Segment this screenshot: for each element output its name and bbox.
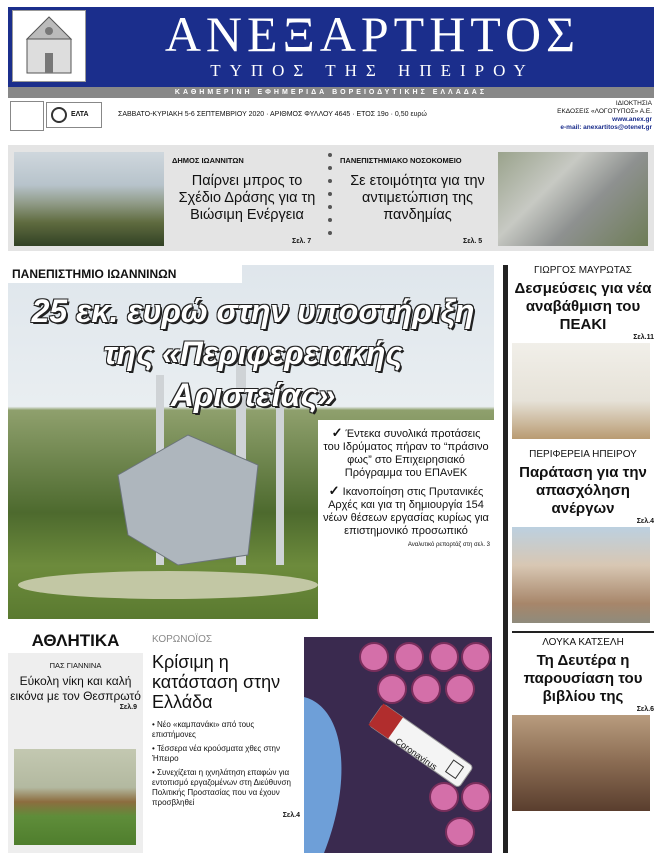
side-story-region[interactable] bbox=[512, 449, 654, 623]
elta-logo-icon bbox=[51, 107, 67, 123]
teaser-page: Σελ. 7 bbox=[292, 238, 312, 245]
covid-kicker: ΚΟΡΩΝΟΪΟΣ bbox=[152, 634, 213, 645]
teaser-page: Σελ. 5 bbox=[463, 238, 483, 245]
sports-kicker: ΠΑΣ ΓΙΑΝΝΙΝΑ bbox=[49, 661, 102, 670]
email-link[interactable]: e-mail: anexartitos@otenet.gr bbox=[560, 124, 652, 131]
covid-bullets bbox=[152, 720, 300, 819]
side-title: Τη Δευτέρα η παρουσίαση του βιβλίου της bbox=[523, 652, 643, 705]
lead-page-ref: Αναλυτικό ρεπορτάζ στη σελ. 3 bbox=[407, 542, 490, 548]
checkmark-icon: ✓ bbox=[328, 483, 340, 498]
side-column bbox=[512, 265, 654, 811]
side-kicker: ΠΕΡΙΦΕΡΕΙΑ ΗΠΕΙΡΟΥ bbox=[529, 449, 637, 460]
checkmark-icon: ✓ bbox=[331, 425, 343, 440]
sports-page: Σελ.9 bbox=[119, 704, 137, 711]
teaser-kicker: ΠΑΝΕΠΙΣΤΗΜΙΑΚΟ ΝΟΣΟΚΟΜΕΙΟ bbox=[340, 156, 462, 165]
column-divider bbox=[503, 265, 508, 853]
covid-bullet: • Νέο «καμπανάκι» από τους επιστήμονες bbox=[152, 720, 255, 739]
covid-bullet: • Συνεχίζεται η ιχνηλάτηση επαφών για εντοπισμό εργαζομένων στη Διεύθυνση Πολιτικής Προστασίας που να έχουν προσβληθεί bbox=[152, 768, 291, 807]
teaser-title: Σε ετοιμότητα για την αντιμετώπιση της πανδημίας bbox=[350, 173, 485, 223]
postage-badge bbox=[10, 101, 44, 131]
lead-headline-line-1: 25 εκ. ευρώ στην υποστήριξη bbox=[31, 293, 475, 329]
hospital-aerial-photo bbox=[498, 152, 648, 246]
lead-headline[interactable] bbox=[18, 290, 488, 416]
owner-line-1: ΙΔΙΟΚΤΗΣΙΑ bbox=[615, 100, 652, 107]
lead-headline-line-2: της «Περιφερειακής Αριστείας» bbox=[103, 335, 403, 413]
side-story-katseli[interactable] bbox=[512, 631, 654, 811]
covid-page: Σελ.4 bbox=[282, 812, 300, 819]
three-men-photo bbox=[512, 343, 650, 439]
tube-label: Coronavirus bbox=[393, 735, 440, 773]
covid-bullet: • Τέσσερα νέα κρούσματα χθες στην Ήπειρο bbox=[152, 744, 280, 763]
masthead-subtitle: ΤΥΠΟΣ ΤΗΣ ΗΠΕΙΡΟΥ bbox=[210, 61, 535, 80]
teaser-hospital[interactable] bbox=[340, 156, 495, 224]
side-kicker: ΛΟΥΚΑ ΚΑΤΣΕΛΗ bbox=[542, 637, 624, 648]
lead-bullets bbox=[318, 420, 494, 619]
dotted-divider bbox=[328, 153, 333, 243]
website-link[interactable]: www.anex.gr bbox=[612, 116, 652, 123]
covid-title[interactable]: Κρίσιμη η κατάσταση στην Ελλάδα bbox=[152, 652, 281, 712]
ownership-info bbox=[528, 100, 652, 132]
teaser-energy[interactable] bbox=[172, 156, 322, 224]
landscape-photo bbox=[14, 152, 164, 246]
owner-line-2: ΕΚΔΟΣΕΙΣ «ΛΟΓΟΤΥΠΟΣ» Α.Ε. bbox=[557, 108, 652, 115]
side-title: Δεσμεύσεις για νέα αναβάθμιση του ΠΕΑΚΙ bbox=[514, 280, 652, 333]
building-photo bbox=[512, 527, 650, 623]
side-title: Παράταση για την απασχόληση ανέργων bbox=[519, 464, 647, 517]
lead-bullet: ✓ Ικανοποίηση στις Πρυτανικές Αρχές και για τη δημιουργία 154 νέων θέσεων εργασίας κυρίως για επιστημονικό προσωπικό bbox=[323, 483, 489, 537]
church-logo bbox=[12, 10, 86, 82]
sports-header: ΑΘΛΗΤΙΚΑ bbox=[8, 629, 143, 653]
test-tubes-photo bbox=[304, 637, 492, 853]
elta-badge bbox=[46, 102, 102, 128]
issue-line: ΣΑΒΒΑΤΟ-ΚΥΡΙΑΚΗ 5-6 ΣΕΠΤΕΜΒΡΙΟΥ 2020 · ΑΡΙΘΜΟΣ ΦΥΛΛΟΥ 4645 · ΕΤΟΣ 19ο · 0,50 ευρώ bbox=[118, 111, 427, 118]
masthead-title: ΑΝΕΞΑΡΤΗΤΟΣ bbox=[164, 6, 581, 62]
lead-bullet: ✓ Έντεκα συνολικά προτάσεις του Ιδρύματος πήραν το “πράσινο φως” στο Επιχειρησιακό Πρόγραμμα του ΕΠΑνΕΚ bbox=[323, 425, 489, 479]
football-photo bbox=[14, 749, 136, 845]
teaser-kicker: ΔΗΜΟΣ ΙΩΑΝΝΙΤΩΝ bbox=[172, 156, 244, 165]
side-page: Σελ.6 bbox=[636, 706, 654, 713]
side-page: Σελ.4 bbox=[636, 518, 654, 525]
masthead-tagline: ΚΑΘΗΜΕΡΙΝΗ ΕΦΗΜΕΡΙΔΑ ΒΟΡΕΙΟΔΥΤΙΚΗΣ ΕΛΛΑΔΑΣ bbox=[8, 87, 654, 98]
side-kicker: ΓΙΩΡΓΟΣ ΜΑΥΡΩΤΑΣ bbox=[534, 265, 632, 276]
woman-portrait-photo bbox=[512, 715, 650, 811]
elta-label: ΕΛΤΑ bbox=[71, 111, 89, 118]
teaser-title: Παίρνει μπρος το Σχέδιο Δράσης για τη Βιώσιμη Ενέργεια bbox=[178, 173, 316, 223]
side-page: Σελ.11 bbox=[633, 334, 654, 341]
lead-kicker: ΠΑΝΕΠΙΣΤΗΜΙΟ ΙΩΑΝΝΙΝΩΝ bbox=[8, 265, 242, 283]
sports-title: Εύκολη νίκη και καλή εικόνα με τον Θεσπρωτό bbox=[10, 674, 141, 703]
side-story-mavrotas[interactable] bbox=[512, 265, 654, 439]
